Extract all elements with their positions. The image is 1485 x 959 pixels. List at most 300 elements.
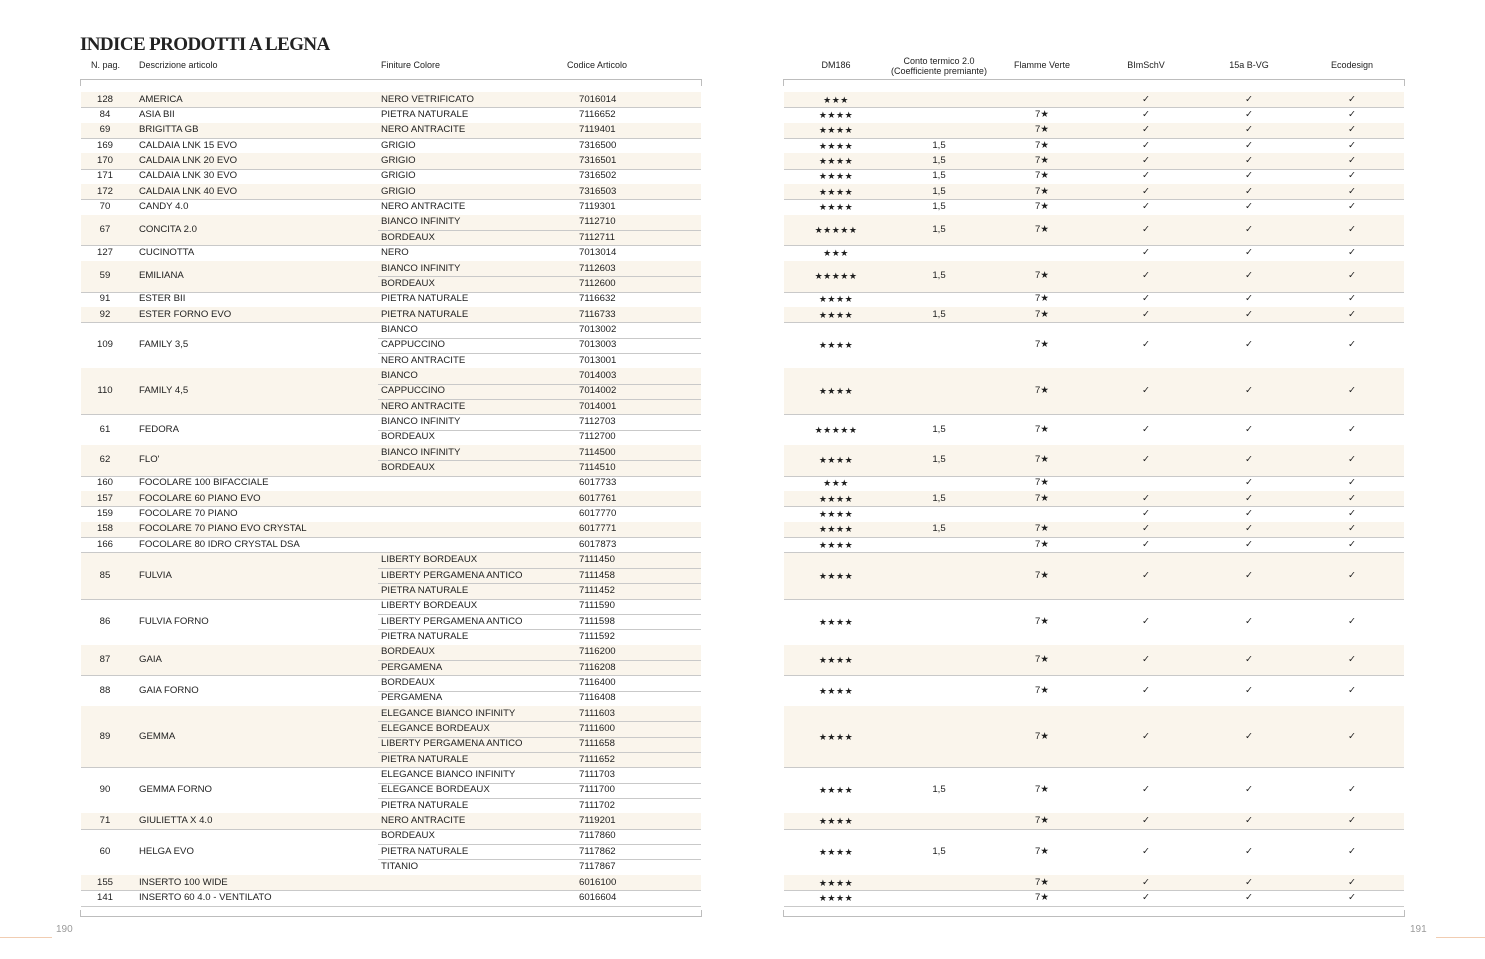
table-row [0,138,1485,153]
article-code: 7316502 [579,170,617,182]
flamme-verte-rating: 7★ [1035,876,1049,888]
conto-termico-value: 1,5 [932,423,946,435]
variant-row [0,353,1485,368]
article-code: 6017771 [579,523,617,535]
variant-row [0,568,1485,583]
blmschv-check: ✓ [1141,891,1151,903]
flamme-verte-rating: 7★ [1035,523,1049,535]
page-number: 91 [99,293,111,305]
table-row [0,599,1485,645]
flamme-verte-rating: 7★ [1035,385,1049,397]
conto-termico-value: 1,5 [932,784,946,796]
finish-color: GRIGIO [381,155,416,167]
article-code: 7014003 [579,369,617,381]
variant-row [0,553,1485,568]
page-number: 159 [96,508,114,520]
conto-termico-value: 1,5 [932,845,946,857]
blmschv-check: ✓ [1141,270,1151,282]
flamme-verte-rating: 7★ [1035,170,1049,182]
dm186-rating: ★★★★ [818,186,854,197]
flamme-verte-rating: 7★ [1035,653,1049,665]
blmschv-check: ✓ [1141,454,1151,466]
ecodesign-check: ✓ [1347,201,1357,213]
flamme-verte-rating: 7★ [1035,201,1049,213]
finish-color: BIANCO INFINITY [381,262,461,274]
table-row [0,414,1485,445]
ecodesign-check: ✓ [1347,684,1357,696]
row-separator-right [784,906,1404,907]
finish-color: BORDEAUX [381,231,435,243]
dm186-rating: ★★★★ [818,493,854,504]
table-row [0,184,1485,199]
page-number-left: 190 [56,924,73,935]
15a-bvg-check: ✓ [1244,270,1254,282]
variant-row [0,890,1485,905]
page-number: 87 [99,653,111,665]
variant-row [0,199,1485,214]
variant-row [0,107,1485,122]
15a-bvg-check: ✓ [1244,569,1254,581]
15a-bvg-check: ✓ [1244,93,1254,105]
finish-color: CAPPUCCINO [381,385,445,397]
finish-color: NERO ANTRACITE [381,354,466,366]
product-description: GEMMA [139,730,176,742]
article-code: 7111652 [579,753,615,765]
page-number: 86 [99,615,111,627]
product-description: FOCOLARE 60 PIANO EVO [139,492,261,504]
flamme-verte-rating: 7★ [1035,538,1049,550]
conto-termico-value: 1,5 [932,523,946,535]
ecodesign-check: ✓ [1347,247,1357,259]
variant-row [0,414,1485,429]
finish-color: NERO ANTRACITE [381,124,466,136]
product-description: BRIGITTA GB [139,124,199,136]
product-description: FULVIA [139,569,172,581]
variant-row [0,169,1485,184]
table-row [0,215,1485,246]
finish-color: PIETRA NATURALE [381,584,469,596]
page-number: 85 [99,569,111,581]
article-code: 7111590 [579,600,615,612]
product-description: ESTER BII [139,293,186,305]
blmschv-check: ✓ [1141,93,1151,105]
15a-bvg-check: ✓ [1244,454,1254,466]
product-description: CALDAIA LNK 30 EVO [139,170,238,182]
page-number: 127 [96,247,114,259]
finish-color: BIANCO [381,369,418,381]
dm186-rating: ★★★★ [818,294,854,305]
finish-color: ELEGANCE BIANCO INFINITY [381,707,516,719]
dm186-rating: ★★★★ [818,731,854,742]
blmschv-check: ✓ [1141,247,1151,259]
table-row [0,506,1485,521]
finish-color: PERGAMENA [381,661,443,673]
conto-termico-value: 1,5 [932,155,946,167]
ecodesign-check: ✓ [1347,730,1357,742]
product-description: FULVIA FORNO [139,615,209,627]
variant-row [0,368,1485,383]
15a-bvg-check: ✓ [1244,109,1254,121]
variant-row [0,384,1485,399]
blmschv-check: ✓ [1141,845,1151,857]
dm186-rating: ★★★★ [818,654,854,665]
page-number: 157 [96,492,114,504]
article-code: 7112603 [579,262,616,274]
variant-row [0,783,1485,798]
article-code: 6016100 [579,876,617,888]
finish-color: GRIGIO [381,139,416,151]
table-row [0,107,1485,122]
ecodesign-check: ✓ [1347,93,1357,105]
finish-color: BORDEAUX [381,431,435,443]
finish-color: BORDEAUX [381,830,435,842]
blmschv-check: ✓ [1141,155,1151,167]
15a-bvg-check: ✓ [1244,170,1254,182]
page-number: 171 [96,170,114,182]
conto-termico-value: 1,5 [932,170,946,182]
variant-row [0,813,1485,828]
table-frame-bottom-right [783,910,1405,917]
variant-row [0,92,1485,107]
dm186-rating: ★★★★ [818,539,854,550]
article-code: 7119301 [579,201,616,213]
variant-row [0,844,1485,859]
table-row [0,476,1485,491]
blmschv-check: ✓ [1141,109,1151,121]
dm186-rating: ★★★ [823,248,849,259]
page-number: 60 [99,845,111,857]
dm186-rating: ★★★★ [818,570,854,581]
finish-color: LIBERTY PERGAMENA ANTICO [381,569,523,581]
blmschv-check: ✓ [1141,139,1151,151]
dm186-rating: ★★★★ [818,816,854,827]
product-description: FOCOLARE 80 IDRO CRYSTAL DSA [139,538,300,550]
15a-bvg-check: ✓ [1244,492,1254,504]
blmschv-check: ✓ [1141,538,1151,550]
15a-bvg-check: ✓ [1244,308,1254,320]
product-description: FOCOLARE 100 BIFACCIALE [139,477,269,489]
finish-color: BIANCO INFINITY [381,446,461,458]
dm186-rating: ★★★★ [818,509,854,520]
table-row [0,890,1485,905]
product-description: FOCOLARE 70 PIANO EVO CRYSTAL [139,523,307,535]
product-description: FAMILY 3,5 [139,339,189,351]
variant-row [0,675,1485,690]
finish-color: BIANCO INFINITY [381,416,461,428]
15a-bvg-check: ✓ [1244,876,1254,888]
dm186-rating: ★★★ [823,478,849,489]
blmschv-check: ✓ [1141,815,1151,827]
finish-color: PIETRA NATURALE [381,293,469,305]
product-description: CONCITA 2.0 [139,224,197,236]
15a-bvg-check: ✓ [1244,293,1254,305]
blmschv-check: ✓ [1141,876,1151,888]
15a-bvg-check: ✓ [1244,730,1254,742]
15a-bvg-check: ✓ [1244,684,1254,696]
article-code: 6016604 [579,891,617,903]
table-row [0,706,1485,767]
dm186-rating: ★★★★ [818,785,854,796]
flamme-verte-rating: 7★ [1035,224,1049,236]
header-finiture: Finiture Colore [381,60,441,70]
finish-color: BORDEAUX [381,646,435,658]
variant-row [0,307,1485,322]
header-descrizione: Descrizione articolo [139,60,218,70]
table-frame-bottom-left [80,910,702,917]
article-code: 7112711 [579,231,615,243]
article-code: 7117860 [579,830,616,842]
dm186-rating: ★★★★ [818,455,854,466]
variant-row [0,276,1485,291]
15a-bvg-check: ✓ [1244,385,1254,397]
header-codice: Codice Articolo [567,60,628,70]
product-description: INSERTO 100 WIDE [139,876,228,888]
finish-color: NERO [381,247,409,259]
product-description: HELGA EVO [139,845,194,857]
finish-color: ELEGANCE BORDEAUX [381,723,490,735]
variant-row [0,506,1485,521]
product-description: GAIA [139,653,162,665]
page-number: 160 [96,477,114,489]
product-description: ESTER FORNO EVO [139,308,232,320]
variant-row [0,752,1485,767]
article-code: 7111702 [579,799,615,811]
finish-color: BORDEAUX [381,676,435,688]
article-code: 7112700 [579,431,616,443]
conto-termico-value: 1,5 [932,454,946,466]
variant-row [0,322,1485,337]
dm186-rating: ★★★★ [818,616,854,627]
page-rule-left [0,937,52,938]
article-code: 7013014 [579,247,617,259]
variant-row [0,430,1485,445]
dm186-rating: ★★★★ [818,524,854,535]
article-code: 7116400 [579,676,616,688]
product-description: GAIA FORNO [139,684,199,696]
dm186-rating: ★★★★ [818,202,854,213]
article-code: 7119201 [579,815,616,827]
blmschv-check: ✓ [1141,124,1151,136]
product-description: FOCOLARE 70 PIANO [139,508,238,520]
variant-row [0,246,1485,261]
table-row [0,875,1485,890]
15a-bvg-check: ✓ [1244,201,1254,213]
conto-termico-value: 1,5 [932,492,946,504]
variant-row [0,614,1485,629]
ecodesign-check: ✓ [1347,876,1357,888]
15a-bvg-check: ✓ [1244,538,1254,550]
15a-bvg-check: ✓ [1244,423,1254,435]
page-number: 128 [96,93,114,105]
dm186-rating: ★★★★ [818,309,854,320]
header-conto-line1: Conto termico 2.0 [903,56,975,66]
article-code: 7013003 [579,339,617,351]
15a-bvg-check: ✓ [1244,845,1254,857]
table-row [0,553,1485,599]
variant-row [0,583,1485,598]
variant-row [0,123,1485,138]
flamme-verte-rating: 7★ [1035,615,1049,627]
variant-row [0,445,1485,460]
table-row [0,292,1485,307]
variant-row [0,691,1485,706]
article-code: 7111600 [579,723,615,735]
flamme-verte-rating: 7★ [1035,492,1049,504]
dm186-rating: ★★★★★ [814,424,858,435]
finish-color: NERO VETRIFICATO [381,93,474,105]
article-code: 6017761 [579,492,617,504]
15a-bvg-check: ✓ [1244,224,1254,236]
article-code: 7111703 [579,769,615,781]
flamme-verte-rating: 7★ [1035,185,1049,197]
ecodesign-check: ✓ [1347,523,1357,535]
15a-bvg-check: ✓ [1244,124,1254,136]
variant-row [0,460,1485,475]
variant-row [0,153,1485,168]
flamme-verte-rating: 7★ [1035,139,1049,151]
15a-bvg-check: ✓ [1244,155,1254,167]
article-code: 7112710 [579,216,616,228]
page-number: 166 [96,538,114,550]
ecodesign-check: ✓ [1347,653,1357,665]
flamme-verte-rating: 7★ [1035,684,1049,696]
article-code: 7114510 [579,462,616,474]
variant-row [0,215,1485,230]
variant-row [0,737,1485,752]
table-row [0,522,1485,537]
flamme-verte-rating: 7★ [1035,477,1049,489]
dm186-rating: ★★★★ [818,892,854,903]
finish-color: PIETRA NATURALE [381,753,469,765]
article-code: 7117862 [579,845,616,857]
finish-color: LIBERTY BORDEAUX [381,600,478,612]
article-code: 7111658 [579,738,615,750]
blmschv-check: ✓ [1141,569,1151,581]
15a-bvg-check: ✓ [1244,477,1254,489]
variant-row [0,230,1485,245]
finish-color: GRIGIO [381,170,416,182]
dm186-rating: ★★★★ [818,685,854,696]
product-description: CANDY 4.0 [139,201,189,213]
article-code: 7117867 [579,861,616,873]
page-number: 158 [96,523,114,535]
flamme-verte-rating: 7★ [1035,270,1049,282]
15a-bvg-check: ✓ [1244,139,1254,151]
conto-termico-value: 1,5 [932,270,946,282]
article-code: 6017873 [579,538,617,550]
blmschv-check: ✓ [1141,224,1151,236]
blmschv-check: ✓ [1141,653,1151,665]
finish-color: LIBERTY BORDEAUX [381,554,478,566]
article-code: 7316501 [579,155,617,167]
blmschv-check: ✓ [1141,730,1151,742]
finish-color: LIBERTY PERGAMENA ANTICO [381,738,523,750]
article-code: 7013001 [579,354,617,366]
article-code: 6017733 [579,477,617,489]
table-row [0,246,1485,261]
article-code: 6017770 [579,508,617,520]
article-code: 7111458 [579,569,615,581]
blmschv-check: ✓ [1141,523,1151,535]
15a-bvg-check: ✓ [1244,815,1254,827]
product-description: GEMMA FORNO [139,784,213,796]
variant-row [0,338,1485,353]
ecodesign-check: ✓ [1347,109,1357,121]
ecodesign-check: ✓ [1347,891,1357,903]
header-npag: N. pag. [91,60,121,70]
finish-color: PIETRA NATURALE [381,845,469,857]
header-ecodesign: Ecodesign [1330,60,1374,70]
table-row [0,123,1485,138]
table-row [0,307,1485,322]
blmschv-check: ✓ [1141,508,1151,520]
dm186-rating: ★★★★★ [814,271,858,282]
product-description: AMERICA [139,93,183,105]
page-number-right: 191 [1410,924,1427,935]
finish-color: NERO ANTRACITE [381,400,466,412]
dm186-rating: ★★★ [823,94,849,105]
ecodesign-check: ✓ [1347,423,1357,435]
ecodesign-check: ✓ [1347,538,1357,550]
article-code: 7112703 [579,416,616,428]
blmschv-check: ✓ [1141,684,1151,696]
article-code: 7116632 [579,293,616,305]
page-number: 89 [99,730,111,742]
ecodesign-check: ✓ [1347,124,1357,136]
15a-bvg-check: ✓ [1244,508,1254,520]
finish-color: BIANCO [381,323,418,335]
ecodesign-check: ✓ [1347,784,1357,796]
conto-termico-value: 1,5 [932,224,946,236]
page-number: 169 [96,139,114,151]
variant-row [0,261,1485,276]
product-description: FAMILY 4,5 [139,385,189,397]
ecodesign-check: ✓ [1347,454,1357,466]
variant-row [0,184,1485,199]
flamme-verte-rating: 7★ [1035,339,1049,351]
finish-color: BORDEAUX [381,277,435,289]
ecodesign-check: ✓ [1347,815,1357,827]
finish-color: BIANCO INFINITY [381,216,461,228]
conto-termico-value: 1,5 [932,201,946,213]
header-conto-line2: (Coefficiente premiante) [891,66,987,76]
ecodesign-check: ✓ [1347,492,1357,504]
article-code: 7014002 [579,385,617,397]
flamme-verte-rating: 7★ [1035,308,1049,320]
variant-row [0,859,1485,874]
flamme-verte-rating: 7★ [1035,845,1049,857]
page-number: 70 [99,201,111,213]
blmschv-check: ✓ [1141,784,1151,796]
page-number: 155 [96,876,114,888]
15a-bvg-check: ✓ [1244,615,1254,627]
blmschv-check: ✓ [1141,615,1151,627]
ecodesign-check: ✓ [1347,845,1357,857]
flamme-verte-rating: 7★ [1035,784,1049,796]
flamme-verte-rating: 7★ [1035,454,1049,466]
blmschv-check: ✓ [1141,385,1151,397]
table-row [0,368,1485,414]
table-frame-top-right [783,79,1405,86]
page-number: 92 [99,308,111,320]
blmschv-check: ✓ [1141,293,1151,305]
dm186-rating: ★★★★ [818,386,854,397]
page-rule-right [1436,937,1485,938]
page-number: 59 [99,270,111,282]
flamme-verte-rating: 7★ [1035,124,1049,136]
flamme-verte-rating: 7★ [1035,155,1049,167]
dm186-rating: ★★★★ [818,156,854,167]
